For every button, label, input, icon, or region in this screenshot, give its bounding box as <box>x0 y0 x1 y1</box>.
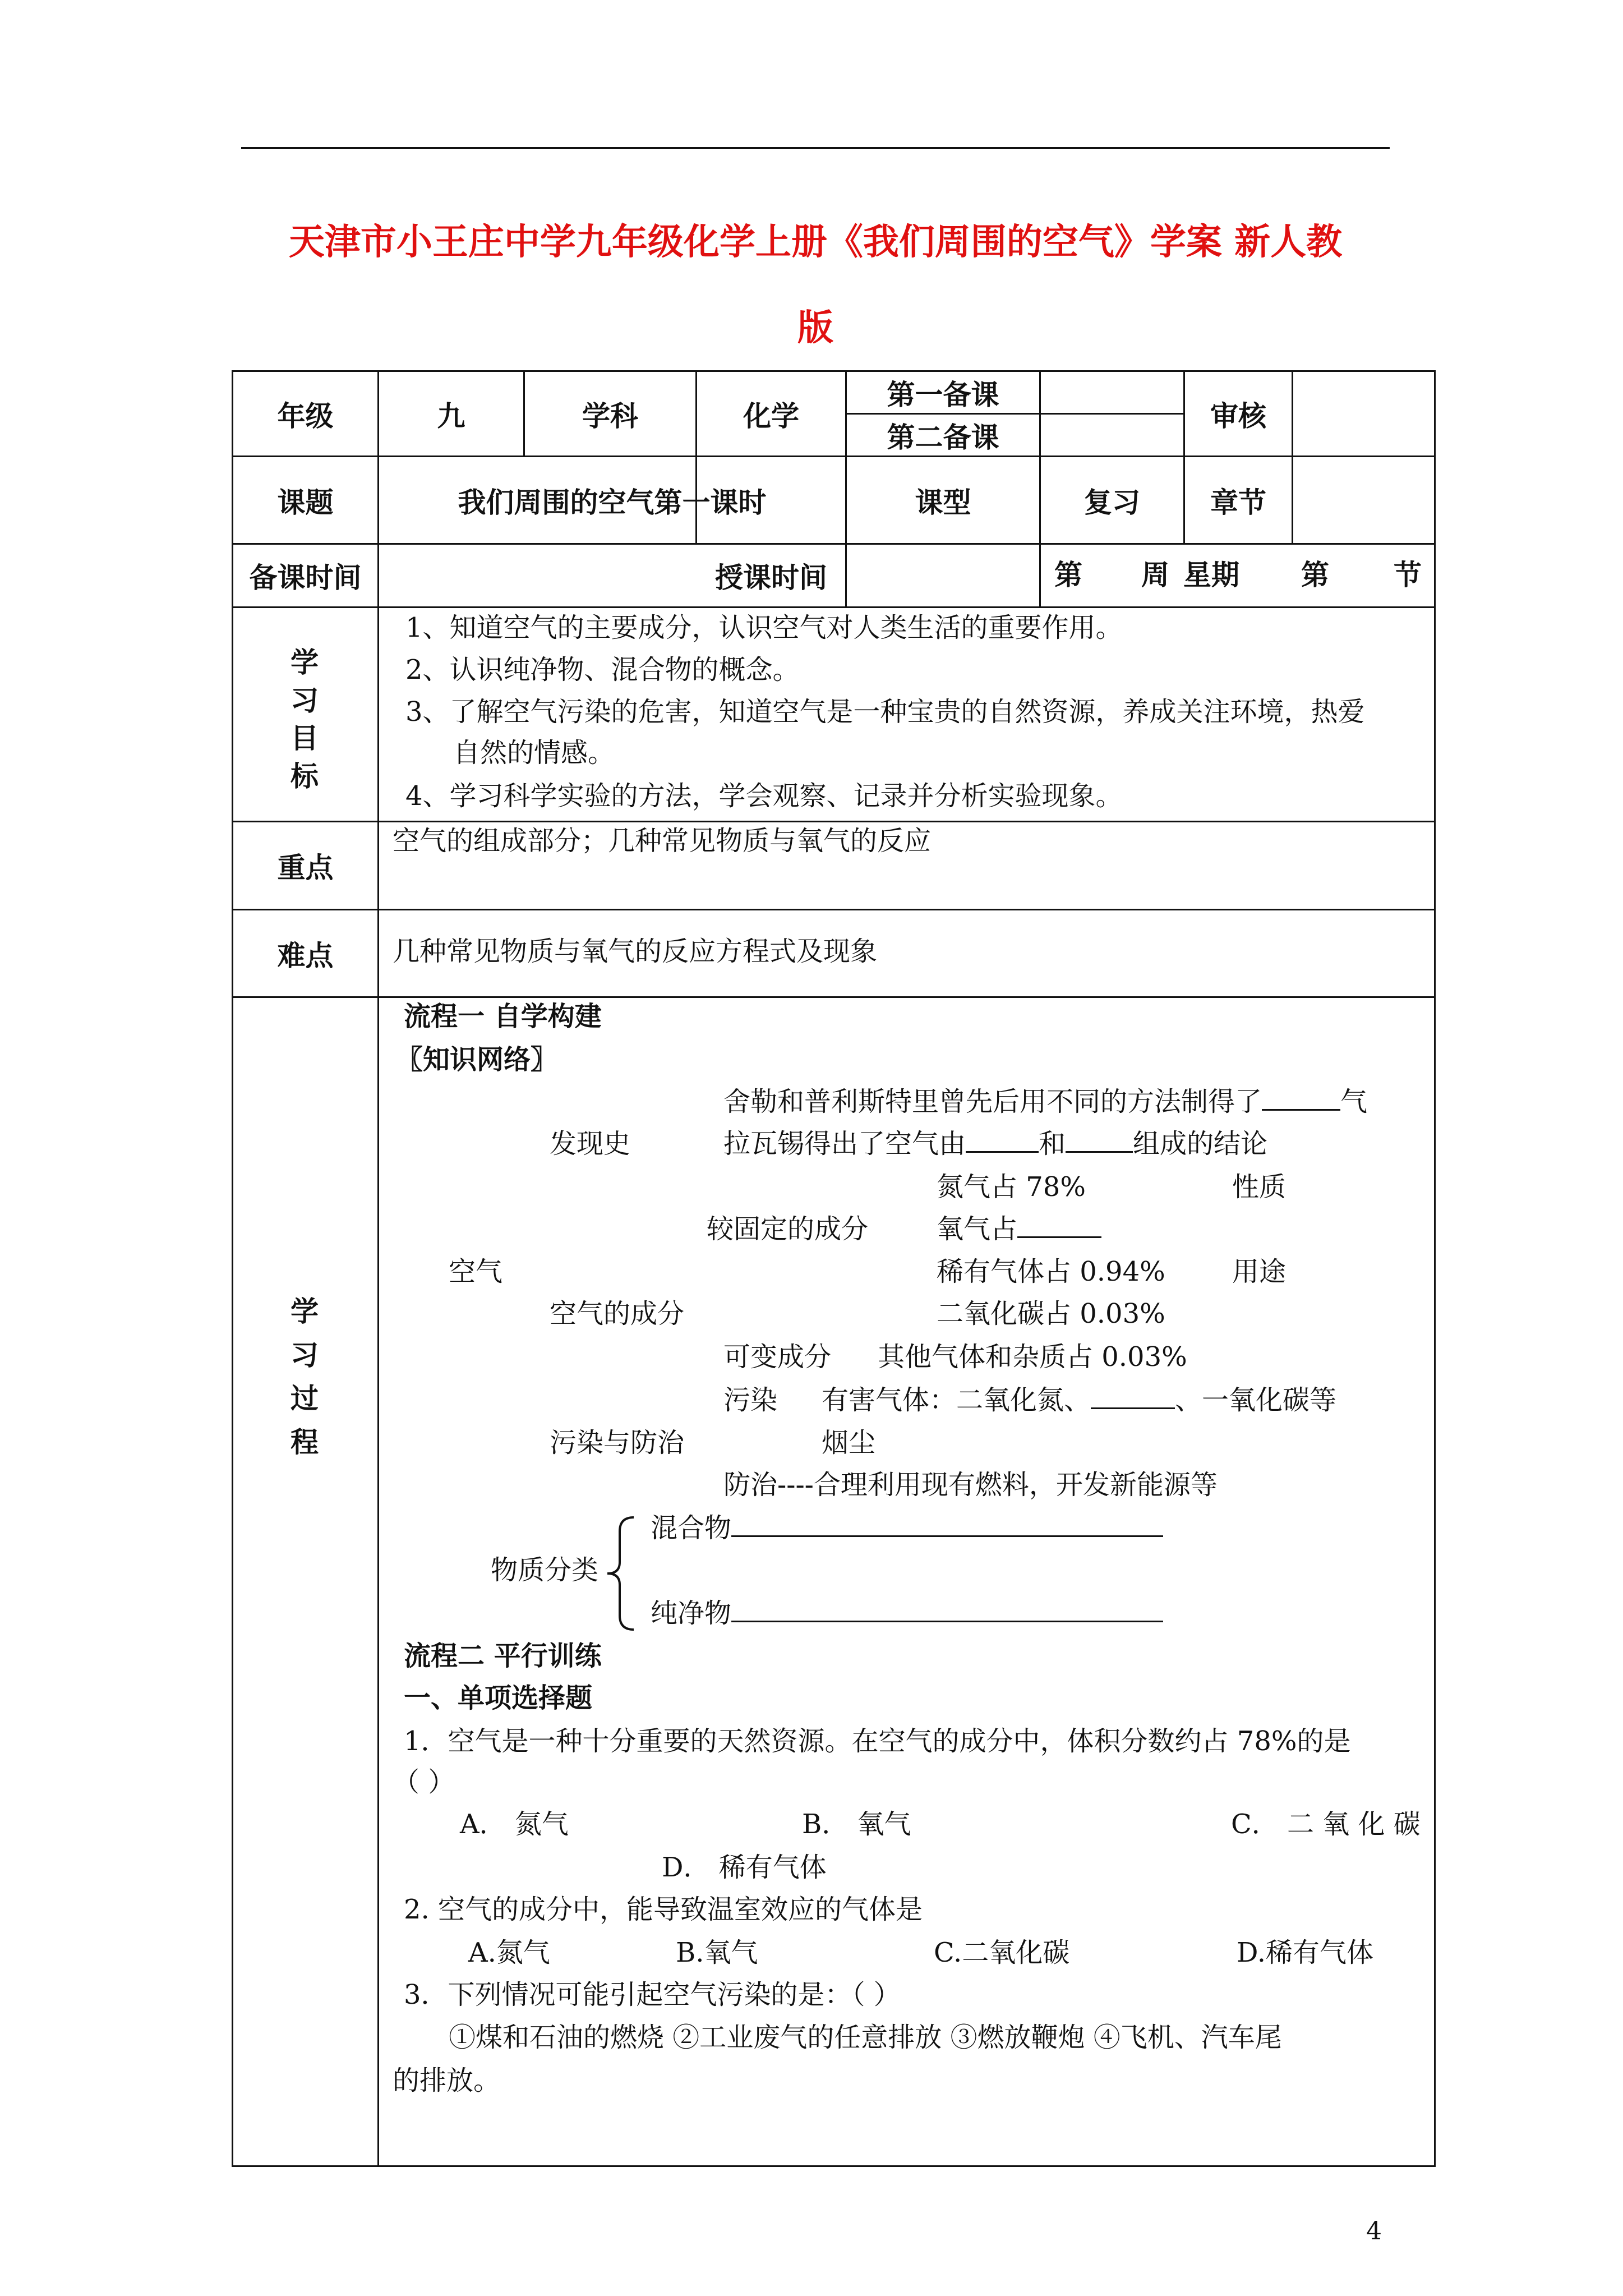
net-use: 用途 <box>1232 1256 1287 1287</box>
q1-option-b: B． 氧气 <box>802 1809 911 1840</box>
blank-component-1 <box>966 1151 1039 1153</box>
prep-time-label: 备课时间 <box>249 562 362 594</box>
network-title: 〖知识网络〗 <box>396 1044 558 1075</box>
lesson-type-label: 课型 <box>915 486 971 519</box>
q1-option-c: C． 二 氧 化 碳 <box>1231 1809 1421 1840</box>
goal-item-3: 3、了解空气污染的危害，知道空气是一种宝贵的自然资源，养成关注环境，热爱 <box>405 696 1365 728</box>
flow2-title: 流程二 平行训练 <box>404 1640 602 1672</box>
classification-brace <box>603 1515 637 1632</box>
q2-option-b: B.氧气 <box>676 1937 758 1968</box>
week-text-2: 周 <box>1141 559 1169 591</box>
goal-item-1: 1、知道空气的主要成分，认识空气对人类生活的重要作用。 <box>405 612 1123 643</box>
net-dust: 烟尘 <box>822 1427 876 1458</box>
question-2: 2. 空气的成分中，能导致温室效应的气体是 <box>404 1894 923 1925</box>
topic-value: 我们周围的空气第一课时 <box>458 486 767 519</box>
lesson-type-value: 复习 <box>1084 486 1140 519</box>
net-harmful: 有害气体：二氧化氮、 、一氧化碳等 <box>822 1384 1337 1416</box>
net-rare: 稀有气体占 0.94% <box>937 1256 1165 1287</box>
q2-option-d: D.稀有气体 <box>1237 1937 1374 1968</box>
week-text-4: 第 <box>1301 559 1329 591</box>
page-number: 4 <box>1366 2217 1382 2246</box>
q2-option-a: A.氮气 <box>468 1937 550 1968</box>
net-others: 其他气体和杂质占 0.03% <box>878 1341 1187 1373</box>
blank-pure <box>731 1621 1163 1622</box>
blank-gas <box>1262 1109 1340 1111</box>
page-title-line1: 天津市小王庄中学九年级化学上册《我们周围的空气》学案 新人教 <box>288 222 1343 263</box>
blank-harmful-gas <box>1091 1407 1175 1409</box>
review-label: 审核 <box>1210 399 1266 432</box>
goal-item-3-cont: 自然的情感。 <box>453 737 615 769</box>
net-air: 空气 <box>449 1256 503 1287</box>
difficulty-label: 难点 <box>277 939 334 972</box>
question-1: 1．空气是一种十分重要的天然资源。在空气的成分中，体积分数约占 78%的是 <box>404 1726 1351 1757</box>
blank-mixture <box>731 1535 1163 1537</box>
blank-component-2 <box>1066 1151 1133 1153</box>
topic-label: 课题 <box>277 486 334 519</box>
net-variable: 可变成分 <box>723 1341 832 1373</box>
difficulty-text: 几种常见物质与氧气的反应方程式及现象 <box>393 936 878 967</box>
net-classification: 物质分类 <box>491 1554 599 1586</box>
week-text-1: 第 <box>1054 559 1082 591</box>
net-discovery: 发现史 <box>550 1128 631 1159</box>
q2-option-c: C.二氧化碳 <box>934 1937 1070 1968</box>
key-point-label: 重点 <box>277 852 334 884</box>
flow1-title: 流程一 自学构建 <box>404 1001 602 1032</box>
goal-item-4: 4、学习科学实验的方法，学会观察、记录并分析实验现象。 <box>405 780 1123 812</box>
q1-option-d: D． 稀有气体 <box>662 1852 827 1883</box>
grade-label: 年级 <box>277 399 334 432</box>
chapter-label: 章节 <box>1210 486 1266 519</box>
subject-label: 学科 <box>582 399 638 432</box>
key-point-text: 空气的组成部分；几种常见物质与氧气的反应 <box>393 825 932 857</box>
blank-oxygen <box>1017 1236 1101 1238</box>
question-3: 3．下列情况可能引起空气污染的是：（ ） <box>404 1979 901 2010</box>
net-scheele: 舍勒和普利斯特里曾先后用不同的方法制得了 气 <box>723 1086 1368 1117</box>
net-lavoisier: 拉瓦锡得出了空气由 和 组成的结论 <box>723 1128 1268 1159</box>
process-label: 学 习 过 程 <box>291 1295 319 1458</box>
net-prevention: 防治----合理利用现有燃料，开发新能源等 <box>723 1469 1218 1501</box>
teach-time-label: 授课时间 <box>715 562 827 594</box>
q3-items-cont: 的排放。 <box>393 2065 501 2096</box>
goals-label: 学 习 目 标 <box>291 646 319 793</box>
subject-value: 化学 <box>743 399 799 432</box>
q3-items: ①煤和石油的燃烧 ②工业废气的任意排放 ③燃放鞭炮 ④飞机、汽车尾 <box>449 2022 1282 2053</box>
net-composition: 空气的成分 <box>550 1298 685 1329</box>
net-pollution: 污染 <box>723 1384 778 1416</box>
net-oxygen: 氧气占 <box>937 1216 1101 1243</box>
goal-item-2: 2、认识纯净物、混合物的概念。 <box>405 654 800 685</box>
net-pollution-prevention: 污染与防治 <box>550 1427 685 1458</box>
first-prep-label: 第一备课 <box>887 378 999 411</box>
net-nitrogen: 氮气占 78% <box>937 1171 1086 1203</box>
week-text-3: 星期 <box>1183 559 1239 591</box>
second-prep-label: 第二备课 <box>887 421 999 454</box>
week-text-5: 节 <box>1394 559 1422 591</box>
question-1-bracket: （ ） <box>393 1766 455 1798</box>
net-pure: 纯净物 <box>651 1600 1163 1627</box>
section1-title: 一、单项选择题 <box>404 1682 593 1714</box>
q1-option-a: A． 氮气 <box>460 1809 569 1840</box>
net-property: 性质 <box>1232 1171 1287 1203</box>
net-fixed: 较固定的成分 <box>707 1213 869 1245</box>
net-co2: 二氧化碳占 0.03% <box>937 1298 1165 1329</box>
net-mixture: 混合物 <box>651 1515 1163 1542</box>
grade-value: 九 <box>437 399 465 432</box>
page-title-line2: 版 <box>797 307 833 349</box>
